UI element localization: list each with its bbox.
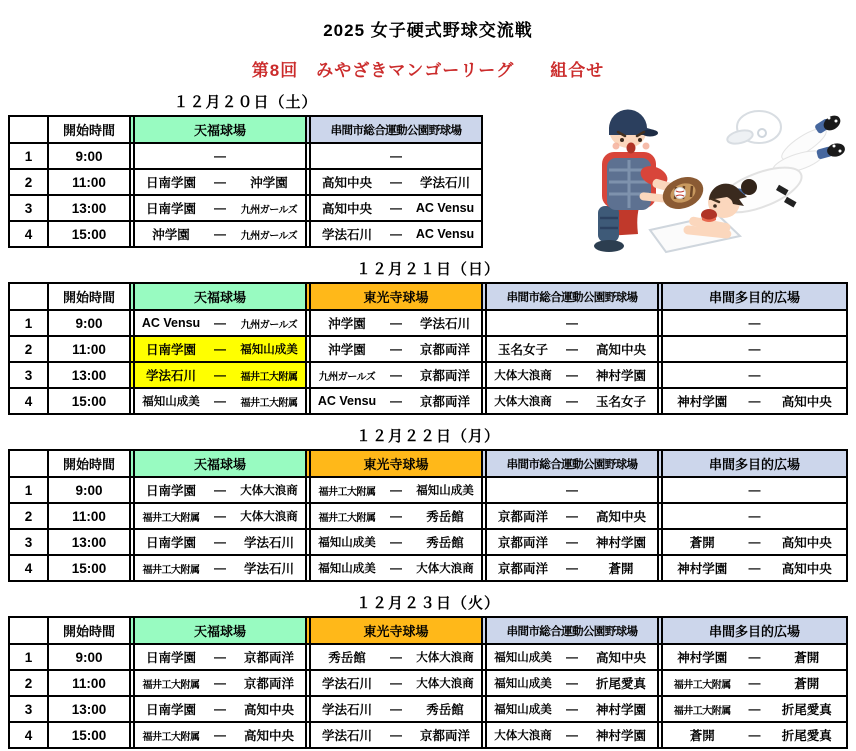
no-game-dash: ― (566, 483, 578, 497)
day-section-dec23 (8, 592, 856, 749)
venue-header: 東光寺球場 (305, 284, 481, 309)
game-row (10, 194, 481, 220)
match-cell (657, 363, 846, 387)
baseball-slide-illustration (552, 96, 852, 261)
team-left: 福井工大附属 (142, 512, 200, 524)
team-left: 九州ガールズ (318, 371, 376, 383)
team-left: 福知山成美 (318, 537, 376, 549)
match-cell (305, 697, 481, 721)
vs-dash: ― (390, 650, 402, 664)
vs-dash: ― (214, 728, 226, 742)
vs-dash: ― (566, 561, 578, 575)
vs-dash: ― (390, 394, 402, 408)
match-cell (305, 671, 481, 695)
game-row (10, 643, 846, 669)
team-left: 福知山成美 (494, 652, 552, 664)
no-game-dash: ― (748, 483, 761, 497)
match-cell (129, 697, 305, 721)
match-cell (481, 556, 657, 580)
start-time: 15:00 (47, 389, 129, 413)
corner-cell (10, 117, 47, 142)
vs-dash: ― (390, 368, 402, 382)
game-number: 3 (24, 367, 33, 383)
header-row (10, 451, 846, 476)
team-right: 福知山成美 (416, 485, 474, 497)
team-right: 九州ガールズ (240, 204, 298, 216)
team-left: 福井工大附属 (673, 679, 731, 691)
team-right: AC Vensu (415, 227, 475, 241)
match-cell (305, 337, 481, 361)
game-number: 4 (24, 560, 33, 576)
no-game-dash: ― (748, 316, 761, 330)
team-right: 蒼開 (794, 651, 820, 665)
team-left: 京都両洋 (497, 510, 548, 524)
team-right: 高知中央 (595, 343, 646, 357)
game-row (10, 142, 481, 168)
vs-dash: ― (748, 650, 761, 664)
vs-dash: ― (390, 728, 402, 742)
vs-dash: ― (566, 676, 578, 690)
vs-dash: ― (214, 316, 226, 330)
match-cell (481, 697, 657, 721)
team-left: 神村学園 (677, 395, 728, 409)
no-game-dash: ― (214, 149, 226, 163)
vs-dash: ― (214, 676, 226, 690)
team-left: AC Vensu (141, 316, 201, 330)
vs-dash: ― (214, 561, 226, 575)
vs-dash: ― (390, 201, 402, 215)
match-cell (481, 723, 657, 747)
start-time: 9:00 (47, 645, 129, 669)
vs-dash: ― (390, 535, 402, 549)
venue-header: 天福球場 (129, 117, 305, 142)
vs-dash: ― (214, 702, 226, 716)
vs-dash: ― (214, 394, 226, 408)
team-right: 高知中央 (243, 729, 294, 743)
team-right: 高知中央 (595, 510, 646, 524)
vs-dash: ― (566, 535, 578, 549)
game-row (10, 476, 846, 502)
team-left: 日南学園 (145, 343, 196, 357)
team-left: 沖学園 (328, 317, 366, 331)
game-number: 1 (24, 148, 33, 164)
schedule-table (8, 616, 848, 749)
vs-dash: ― (390, 702, 402, 716)
team-left: 大体大浪商 (494, 370, 552, 382)
team-left: 京都両洋 (497, 536, 548, 550)
start-time: 13:00 (47, 363, 129, 387)
header-row (10, 618, 846, 643)
team-left: 高知中央 (321, 176, 372, 190)
game-number: 3 (24, 200, 33, 216)
vs-dash: ― (566, 394, 578, 408)
game-number: 4 (24, 727, 33, 743)
team-right: 大体大浪商 (416, 678, 474, 690)
game-number: 2 (24, 675, 33, 691)
vs-dash: ― (748, 728, 761, 742)
game-row (10, 220, 481, 246)
team-right: 京都両洋 (243, 677, 294, 691)
game-row (10, 309, 846, 335)
team-left: 福井工大附属 (142, 731, 200, 743)
match-cell (305, 222, 481, 246)
no-game-dash: ― (566, 316, 578, 330)
team-right: 京都両洋 (419, 369, 470, 383)
team-right: 大体大浪商 (240, 485, 298, 497)
schedule-table (8, 115, 483, 248)
team-right: 京都両洋 (419, 343, 470, 357)
team-right: 高知中央 (595, 651, 646, 665)
match-cell (657, 504, 846, 528)
match-cell (657, 530, 846, 554)
match-cell (129, 311, 305, 335)
team-left: 沖学園 (152, 228, 190, 242)
match-cell (129, 530, 305, 554)
start-time: 11:00 (47, 671, 129, 695)
match-cell (305, 723, 481, 747)
match-cell (129, 222, 305, 246)
team-left: 蒼開 (689, 536, 715, 550)
start-time: 13:00 (47, 697, 129, 721)
vs-dash: ― (214, 227, 226, 241)
match-cell (305, 556, 481, 580)
vs-dash: ― (390, 342, 402, 356)
match-cell (657, 556, 846, 580)
team-right: 秀岳館 (426, 703, 464, 717)
team-left: 大体大浪商 (494, 730, 552, 742)
team-left: 福井工大附属 (142, 679, 200, 691)
team-left: 福知山成美 (142, 396, 200, 408)
vs-dash: ― (214, 535, 226, 549)
team-left: 高知中央 (321, 202, 372, 216)
team-left: 日南学園 (145, 651, 196, 665)
venue-header: 串間市総合運動公園野球場 (481, 284, 657, 309)
time-header: 開始時間 (47, 284, 129, 309)
game-number: 4 (24, 226, 33, 242)
match-cell (657, 723, 846, 747)
game-number: 3 (24, 701, 33, 717)
team-right: 京都両洋 (419, 395, 470, 409)
vs-dash: ― (566, 728, 578, 742)
team-left: 大体大浪商 (494, 396, 552, 408)
date-heading: １２月２０日（土） (173, 94, 318, 111)
venue-header: 串間市総合運動公園野球場 (305, 117, 481, 142)
team-left: 福井工大附属 (318, 486, 376, 498)
team-left: 沖学園 (328, 343, 366, 357)
match-cell (305, 170, 481, 194)
time-header: 開始時間 (47, 451, 129, 476)
team-right: 大体大浪商 (416, 563, 474, 575)
vs-dash: ― (748, 561, 761, 575)
team-right: 高知中央 (781, 395, 832, 409)
team-left: 学法石川 (321, 703, 372, 717)
venue-header: 串間多目的広場 (657, 284, 846, 309)
game-number: 3 (24, 534, 33, 550)
game-row (10, 168, 481, 194)
no-game-dash: ― (748, 368, 761, 382)
team-left: 学法石川 (321, 677, 372, 691)
team-right: 神村学園 (595, 369, 646, 383)
team-left: 神村学園 (677, 562, 728, 576)
date-heading: １２月２１日（日） (355, 261, 500, 278)
match-cell (129, 170, 305, 194)
match-cell (305, 311, 481, 335)
vs-dash: ― (214, 342, 226, 356)
team-left: 福知山成美 (494, 678, 552, 690)
time-header: 開始時間 (47, 618, 129, 643)
game-row (10, 361, 846, 387)
team-left: 福知山成美 (494, 704, 552, 716)
game-number: 1 (24, 482, 33, 498)
start-time: 15:00 (47, 556, 129, 580)
match-cell (657, 389, 846, 413)
start-time: 15:00 (47, 222, 129, 246)
match-cell (481, 671, 657, 695)
match-cell (305, 478, 481, 502)
vs-dash: ― (390, 175, 402, 189)
day-section-dec21 (8, 258, 856, 415)
team-right: 高知中央 (781, 536, 832, 550)
venue-header: 天福球場 (129, 284, 305, 309)
match-cell (657, 311, 846, 335)
time-header: 開始時間 (47, 117, 129, 142)
team-right: 学法石川 (419, 176, 470, 190)
match-cell (129, 671, 305, 695)
game-number: 2 (24, 174, 33, 190)
match-cell (305, 363, 481, 387)
game-row (10, 669, 846, 695)
start-time: 9:00 (47, 311, 129, 335)
venue-header: 天福球場 (129, 618, 305, 643)
team-left: 日南学園 (145, 176, 196, 190)
match-cell (305, 389, 481, 413)
team-left: 日南学園 (145, 703, 196, 717)
match-cell (657, 645, 846, 669)
start-time: 11:00 (47, 170, 129, 194)
team-right: 大体大浪商 (240, 511, 298, 523)
no-game-dash: ― (748, 342, 761, 356)
team-right: 秀岳館 (426, 510, 464, 524)
game-row (10, 387, 846, 413)
vs-dash: ― (566, 509, 578, 523)
team-left: 学法石川 (145, 369, 196, 383)
match-cell (305, 530, 481, 554)
team-right: 学法石川 (243, 536, 294, 550)
team-right: 学法石川 (243, 562, 294, 576)
vs-dash: ― (566, 368, 578, 382)
team-left: 日南学園 (145, 202, 196, 216)
game-row (10, 528, 846, 554)
schedule-table (8, 449, 848, 582)
team-left: 学法石川 (321, 729, 372, 743)
game-row (10, 502, 846, 528)
team-left: 日南学園 (145, 536, 196, 550)
vs-dash: ― (214, 201, 226, 215)
team-right: 福知山成美 (240, 344, 298, 356)
team-right: 折尾愛真 (595, 677, 646, 691)
team-right: 玉名女子 (595, 395, 646, 409)
game-number: 2 (24, 508, 33, 524)
match-cell (657, 337, 846, 361)
team-right: 高知中央 (781, 562, 832, 576)
game-number: 4 (24, 393, 33, 409)
venue-header: 東光寺球場 (305, 451, 481, 476)
vs-dash: ― (390, 509, 402, 523)
team-left: 日南学園 (145, 484, 196, 498)
match-cell (129, 196, 305, 220)
match-cell (481, 337, 657, 361)
team-right: 折尾愛真 (781, 703, 832, 717)
corner-cell (10, 618, 47, 643)
team-left: 福井工大附属 (673, 705, 731, 717)
match-cell (481, 389, 657, 413)
vs-dash: ― (214, 175, 226, 189)
match-cell (129, 478, 305, 502)
day-section-dec22 (8, 425, 856, 582)
start-time: 13:00 (47, 196, 129, 220)
page-subtitle: 第8回 みやざきマンゴーリーグ 組合せ (251, 61, 605, 80)
match-cell (657, 478, 846, 502)
no-game-dash: ― (390, 149, 402, 163)
team-right: 神村学園 (595, 703, 646, 717)
team-left: 福井工大附属 (318, 512, 376, 524)
game-row (10, 335, 846, 361)
team-right: 九州ガールズ (240, 230, 298, 242)
schedule-table (8, 282, 848, 415)
match-cell (129, 645, 305, 669)
team-right: 秀岳館 (426, 536, 464, 550)
match-cell (657, 697, 846, 721)
match-cell (305, 196, 481, 220)
start-time: 15:00 (47, 723, 129, 747)
match-cell (305, 144, 481, 168)
header-row (10, 117, 481, 142)
game-row (10, 695, 846, 721)
vs-dash: ― (566, 702, 578, 716)
vs-dash: ― (748, 535, 761, 549)
team-left: 神村学園 (677, 651, 728, 665)
match-cell (481, 530, 657, 554)
vs-dash: ― (390, 316, 402, 330)
vs-dash: ― (214, 483, 226, 497)
start-time: 9:00 (47, 144, 129, 168)
vs-dash: ― (214, 368, 226, 382)
team-left: 福井工大附属 (142, 564, 200, 576)
team-left: 福知山成美 (318, 563, 376, 575)
vs-dash: ― (748, 702, 761, 716)
vs-dash: ― (748, 394, 761, 408)
venue-header: 串間多目的広場 (657, 618, 846, 643)
team-right: 京都両洋 (243, 651, 294, 665)
match-cell (481, 645, 657, 669)
match-cell (129, 389, 305, 413)
team-right: 学法石川 (419, 317, 470, 331)
team-right: 大体大浪商 (416, 652, 474, 664)
start-time: 9:00 (47, 478, 129, 502)
vs-dash: ― (566, 342, 578, 356)
venue-header: 東光寺球場 (305, 618, 481, 643)
match-cell (481, 311, 657, 335)
match-cell (129, 144, 305, 168)
game-number: 1 (24, 649, 33, 665)
game-row (10, 721, 846, 747)
vs-dash: ― (390, 676, 402, 690)
start-time: 13:00 (47, 530, 129, 554)
match-cell (481, 504, 657, 528)
match-cell (305, 504, 481, 528)
team-left: 蒼開 (689, 729, 715, 743)
match-cell (481, 478, 657, 502)
team-right: 折尾愛真 (781, 729, 832, 743)
venue-header: 串間市総合運動公園野球場 (481, 451, 657, 476)
team-right: 高知中央 (243, 703, 294, 717)
game-number: 1 (24, 315, 33, 331)
start-time: 11:00 (47, 337, 129, 361)
match-cell (129, 363, 305, 387)
match-cell (305, 645, 481, 669)
team-right: 蒼開 (608, 562, 634, 576)
team-right: 福井工大附属 (240, 397, 298, 409)
vs-dash: ― (214, 509, 226, 523)
game-number: 2 (24, 341, 33, 357)
match-cell (129, 504, 305, 528)
header-row (10, 284, 846, 309)
venue-header: 天福球場 (129, 451, 305, 476)
team-right: 福井工大附属 (240, 371, 298, 383)
vs-dash: ― (390, 227, 402, 241)
match-cell (129, 337, 305, 361)
venue-header: 串間多目的広場 (657, 451, 846, 476)
vs-dash: ― (390, 561, 402, 575)
team-left: AC Vensu (317, 394, 377, 408)
team-left: 学法石川 (321, 228, 372, 242)
game-row (10, 554, 846, 580)
match-cell (481, 363, 657, 387)
vs-dash: ― (214, 650, 226, 664)
match-cell (129, 556, 305, 580)
match-cell (129, 723, 305, 747)
venue-header: 串間市総合運動公園野球場 (481, 618, 657, 643)
corner-cell (10, 451, 47, 476)
team-right: 蒼開 (794, 677, 820, 691)
start-time: 11:00 (47, 504, 129, 528)
vs-dash: ― (390, 483, 402, 497)
team-right: 神村学園 (595, 729, 646, 743)
date-heading: １２月２２日（月） (355, 428, 500, 445)
team-right: 沖学園 (250, 176, 288, 190)
page-title: 2025 女子硬式野球交流戦 (323, 21, 533, 40)
team-left: 秀岳館 (328, 651, 366, 665)
team-right: 神村学園 (595, 536, 646, 550)
team-right: 九州ガールズ (240, 319, 298, 331)
vs-dash: ― (748, 676, 761, 690)
team-right: 京都両洋 (419, 729, 470, 743)
no-game-dash: ― (748, 509, 761, 523)
match-cell (657, 671, 846, 695)
corner-cell (10, 284, 47, 309)
team-right: AC Vensu (415, 201, 475, 215)
vs-dash: ― (566, 650, 578, 664)
team-left: 京都両洋 (497, 562, 548, 576)
date-heading: １２月２３日（火） (355, 595, 500, 612)
team-left: 玉名女子 (497, 343, 548, 357)
